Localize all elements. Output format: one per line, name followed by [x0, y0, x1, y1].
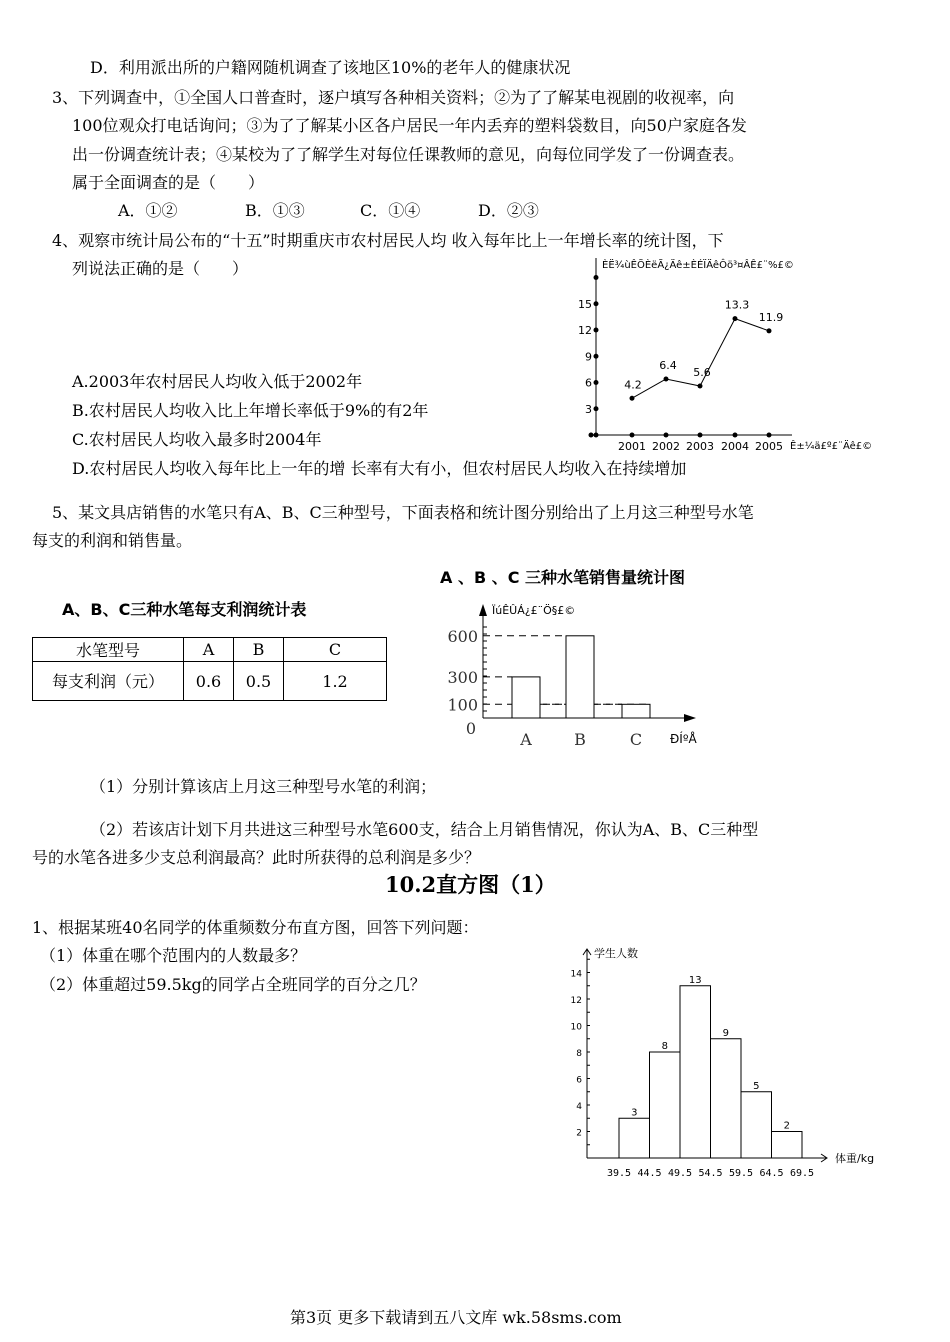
y-tick-dot	[594, 328, 599, 333]
x-axis-label: 体重/kg	[835, 1152, 875, 1165]
data-label: 4.2	[624, 378, 642, 392]
q5-text: 每支的利润和销售量。	[32, 531, 193, 550]
y-tick-label: 2	[576, 1128, 582, 1139]
x-tick-label: 69.5	[789, 1168, 815, 1179]
data-label: 9	[722, 1027, 729, 1039]
x-tick-dot	[767, 433, 772, 438]
h-question: 1、根据某班40名同学的体重频数分布直方图，回答下列问题：	[32, 918, 479, 937]
q3-text: 100位观众打电话询问；③为了了解某小区各户居民一年内丢弃的塑料袋数目，向50户家庭各发	[72, 116, 747, 135]
x-tick-dot	[664, 433, 669, 438]
q2-option-d: D．利用派出所的户籍网随机调查了该地区10%的老年人的健康状况	[90, 58, 571, 77]
x-tick-dot	[698, 433, 703, 438]
y-tick-label: 100	[447, 695, 478, 715]
table-header: 水笔型号	[33, 638, 184, 662]
x-tick-label: 2002	[652, 440, 680, 453]
y-tick-label: 12	[570, 996, 582, 1006]
table-row-label: 每支利润（元）	[33, 662, 184, 701]
footer: 第3页 更多下载请到五八文库 wk.58sms.com	[290, 1308, 622, 1327]
x-tick-dot	[733, 433, 738, 438]
bar	[512, 677, 540, 718]
data-label: 5	[753, 1080, 760, 1092]
x-tick-dot	[630, 433, 635, 438]
table-header: C	[284, 638, 387, 662]
x-tick-label: B	[574, 730, 586, 749]
y-tick-dot	[594, 380, 599, 385]
data-label: 13.3	[724, 298, 750, 312]
y-tick-label: 12	[578, 324, 592, 337]
y-tick-label: 8	[576, 1049, 582, 1059]
histogram-bar	[741, 1092, 772, 1158]
y-tick-dot	[594, 354, 599, 359]
y-tick-label: 4	[576, 1102, 582, 1112]
bar	[566, 636, 594, 718]
q4-text: 4、观察市统计局公布的“十五”时期重庆市农村居民人均 收入每年比上一年增长率的统计图，下	[52, 231, 724, 250]
bar-chart-title: A 、B 、C 三种水笔销售量统计图	[440, 568, 686, 587]
y-tick-dot	[594, 275, 599, 280]
y-axis-label: ÈË¾ùÊÕÈëÃ¿Äê±ÈÉÏÄêÔö³¤ÂÊ£¨%£©	[602, 260, 794, 271]
data-label: 2	[783, 1120, 790, 1132]
q4-text: 列说法正确的是（ ）	[72, 259, 249, 278]
histogram-bar	[680, 986, 711, 1158]
x-tick-label: C	[629, 730, 643, 749]
x-tick-label: 2005	[755, 440, 783, 453]
y-tick-label: 15	[578, 297, 592, 311]
table-title: A、B、C三种水笔每支利润统计表	[62, 600, 307, 619]
q4-option: D.农村居民人均收入每年比上一年的增 长率有大有小，但农村居民人均收入在持续增加	[72, 459, 687, 478]
q3-option: B．①③	[245, 201, 305, 220]
section-heading: 10.2直方图（1）	[385, 872, 556, 897]
q5-part2: （2）若该店计划下月共进这三种型号水笔600支，结合上月销售情况，你认为A、B、C三种型	[90, 820, 759, 839]
x-tick-label: 2001	[618, 440, 646, 453]
y-tick-label: 0	[465, 719, 476, 738]
x-tick-label: 44.5	[637, 1168, 662, 1179]
origin-dot	[589, 433, 594, 438]
table-cell: 0.6	[184, 662, 234, 701]
q3-text: 出一份调查统计表；④某校为了了解学生对每位任课教师的意见，向每位同学发了一份调查表。	[72, 145, 745, 164]
q4-option: C.农村居民人均收入最多时2004年	[72, 430, 322, 449]
histogram-bar	[650, 1052, 681, 1158]
bar	[622, 704, 650, 718]
q3-option: C．①④	[360, 201, 421, 220]
histogram-bar	[772, 1132, 803, 1159]
q5-text: 5、某文具店销售的水笔只有A、B、C三种型号，下面表格和统计图分别给出了上月这三种型号水笔	[52, 503, 754, 522]
q4-option: A.2003年农村居民人均收入低于2002年	[72, 372, 363, 391]
x-tick-label: A	[520, 730, 532, 749]
x-tick-label: 39.5	[606, 1168, 632, 1179]
data-label: 6.4	[659, 359, 677, 372]
q4-option: B.农村居民人均收入比上年增长率低于9%的有2年	[72, 401, 429, 420]
x-tick-label: 59.5	[728, 1168, 754, 1179]
q5-part2: 号的水笔各进多少支总利润最高？此时所获得的总利润是多少？	[32, 848, 481, 867]
y-tick-label: 6	[576, 1075, 582, 1086]
q3-text: 3、下列调查中，①全国人口普查时，逐户填写各种相关资料；②为了了解某电视剧的收视率，向	[52, 88, 735, 107]
x-tick-label: 64.5	[759, 1168, 784, 1179]
histogram-bar	[619, 1118, 650, 1158]
x-tick-label: 49.5	[667, 1168, 693, 1179]
data-label: 13	[688, 974, 702, 986]
y-tick-label: 3	[585, 402, 592, 416]
x-tick-label: 2003	[686, 440, 714, 453]
x-axis-label: Ê±¼ä£º£¨Äê£©	[790, 441, 873, 452]
x-arrow-icon	[684, 714, 696, 722]
y-tick-dot	[594, 301, 599, 306]
y-tick-label: 600	[447, 626, 478, 646]
data-label: 3	[631, 1107, 638, 1119]
origin-dot	[594, 433, 599, 438]
x-axis-label: ĐÍºÅ	[670, 732, 697, 746]
y-arrow-icon	[479, 604, 487, 616]
table-cell: 0.5	[234, 662, 284, 701]
table-header: B	[234, 638, 284, 662]
h-question: （2）体重超过59.5kg的同学占全班同学的百分之几？	[40, 975, 426, 994]
y-tick-label: 14	[570, 969, 582, 980]
table-header: A	[184, 638, 234, 662]
q5-part1: （1）分别计算该店上月这三种型号水笔的利润；	[90, 777, 437, 796]
y-tick-label: 9	[585, 350, 592, 364]
y-tick-dot	[594, 406, 599, 411]
x-tick-label: 54.5	[698, 1168, 723, 1179]
q3-text: 属于全面调查的是（ ）	[72, 173, 265, 192]
q3-option: D．②③	[478, 201, 539, 220]
data-label: 11.9	[758, 310, 784, 324]
data-label: 5.6	[693, 366, 711, 379]
y-tick-label: 300	[447, 667, 478, 687]
y-tick-label: 6	[585, 376, 592, 390]
q3-option: A．①②	[118, 201, 178, 220]
data-label: 8	[661, 1041, 668, 1052]
histogram-bar	[711, 1039, 742, 1158]
x-tick-label: 2004	[721, 440, 749, 453]
table-cell: 1.2	[284, 662, 387, 701]
y-axis-label: ÏúÊÛÁ¿£¨Ö§£©	[492, 604, 576, 617]
y-tick-label: 10	[570, 1022, 582, 1033]
y-axis-label: 学生人数	[594, 947, 638, 960]
h-question: （1）体重在哪个范围内的人数最多？	[40, 946, 307, 965]
